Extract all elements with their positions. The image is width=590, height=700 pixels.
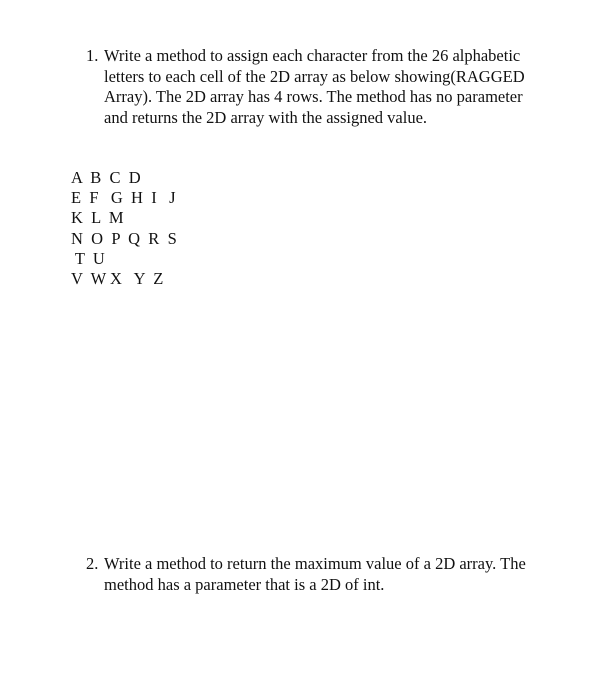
question-1-text: Write a method to assign each character from the 26 alphabetic letters to each cell of the 2D array as below showing(RAGGED Array). The 2D array has 4 rows. The method has no parameter and returns the 2D array with the assigned value.: [104, 46, 525, 127]
question-2-text: Write a method to return the maximum value of a 2D array. The method has a parameter that is a 2D of int.: [104, 554, 526, 594]
question-2: [86, 554, 526, 595]
letter-grid-row: V W X Y Z: [71, 269, 164, 289]
letter-grid-row: N O P Q R S: [71, 228, 177, 248]
letter-grid-row: T U: [71, 248, 105, 268]
letter-grid: [71, 168, 177, 289]
question-1: [86, 46, 526, 128]
question-2-number: 2.: [86, 554, 99, 573]
letter-grid-row: K L M: [71, 208, 124, 228]
question-1-number: 1.: [86, 46, 99, 65]
letter-grid-row: E F G H I J: [71, 188, 176, 208]
letter-grid-row: A B C D: [71, 168, 141, 187]
